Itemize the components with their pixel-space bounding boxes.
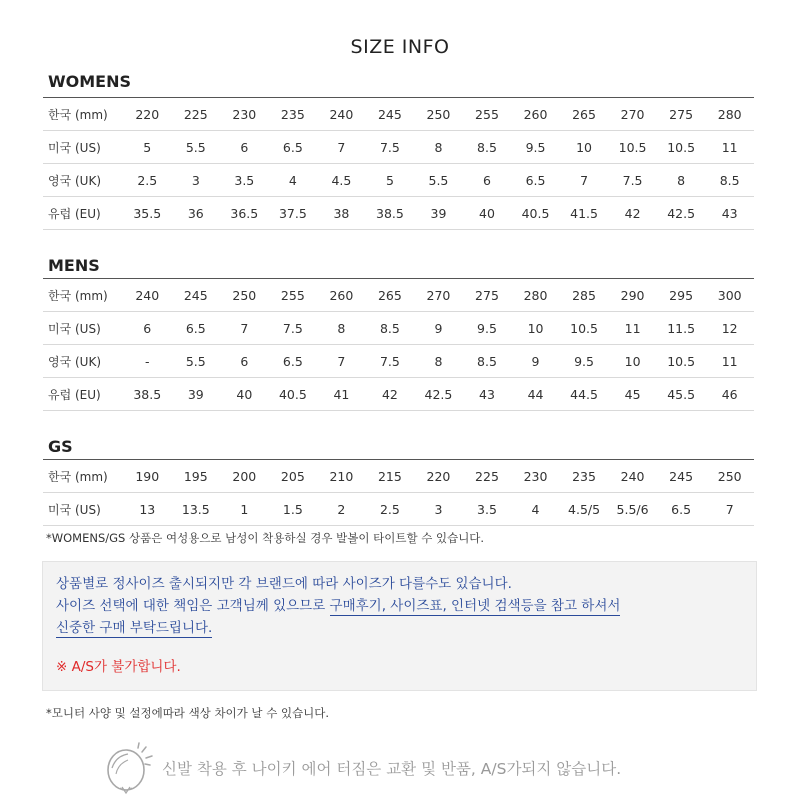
size-cell: 205 (269, 460, 318, 493)
size-cell: 40 (220, 378, 269, 411)
table-row (43, 345, 754, 378)
size-cell: 195 (172, 460, 221, 493)
row-label: 유럽 (EU) (43, 197, 123, 230)
size-cell: 270 (608, 98, 657, 131)
size-cell: 280 (511, 279, 560, 312)
size-cell: 41.5 (560, 197, 609, 230)
size-cell: 230 (220, 98, 269, 131)
size-cell: 42 (366, 378, 415, 411)
size-cell: 11 (705, 345, 754, 378)
size-cell: 42 (608, 197, 657, 230)
size-cell: 8 (414, 131, 463, 164)
table-row (43, 279, 754, 312)
size-cell: 245 (657, 460, 706, 493)
size-cell: 7 (317, 131, 366, 164)
row-label: 영국 (UK) (43, 345, 123, 378)
table-row (43, 164, 754, 197)
size-cell: 9 (414, 312, 463, 345)
size-cell: 8 (657, 164, 706, 197)
row-label: 한국 (mm) (43, 279, 123, 312)
size-cell: 250 (705, 460, 754, 493)
size-cell: 3 (414, 493, 463, 526)
womens-size-table (43, 97, 754, 230)
size-cell: 10 (560, 131, 609, 164)
row-label: 유럽 (EU) (43, 378, 123, 411)
size-cell: 5.5 (414, 164, 463, 197)
size-cell: 11 (705, 131, 754, 164)
size-cell: 10.5 (657, 345, 706, 378)
size-cell: 6 (463, 164, 512, 197)
air-notice (98, 738, 621, 798)
size-cell: 300 (705, 279, 754, 312)
size-cell: 4 (511, 493, 560, 526)
size-cell: 40 (463, 197, 512, 230)
size-cell: 11.5 (657, 312, 706, 345)
size-cell: 44 (511, 378, 560, 411)
size-cell: 220 (414, 460, 463, 493)
size-cell: 42.5 (657, 197, 706, 230)
size-cell: 8.5 (463, 345, 512, 378)
size-cell: 46 (705, 378, 754, 411)
size-cell: 39 (172, 378, 221, 411)
size-cell: 42.5 (414, 378, 463, 411)
size-cell: 10.5 (608, 131, 657, 164)
row-label: 한국 (mm) (43, 460, 123, 493)
size-cell: 240 (317, 98, 366, 131)
size-cell: 3.5 (463, 493, 512, 526)
size-cell: - (123, 345, 172, 378)
size-notice-box (42, 561, 757, 691)
size-cell: 6 (123, 312, 172, 345)
notice-line-2 (56, 595, 744, 617)
size-cell: 6 (220, 345, 269, 378)
size-cell: 5 (366, 164, 415, 197)
size-cell: 36 (172, 197, 221, 230)
size-cell: 260 (511, 98, 560, 131)
size-cell: 40.5 (269, 378, 318, 411)
size-cell: 190 (123, 460, 172, 493)
notice-line-3-text: 신중한 구매 부탁드립니다. (56, 620, 213, 636)
size-cell: 38 (317, 197, 366, 230)
size-cell: 40.5 (511, 197, 560, 230)
size-cell: 10.5 (657, 131, 706, 164)
size-cell: 3.5 (220, 164, 269, 197)
size-cell: 41 (317, 378, 366, 411)
size-cell: 6.5 (172, 312, 221, 345)
size-cell: 1.5 (269, 493, 318, 526)
as-warning: ※ A/S가 불가합니다. (56, 659, 181, 675)
size-cell: 265 (560, 98, 609, 131)
size-cell: 8 (317, 312, 366, 345)
size-cell: 9.5 (463, 312, 512, 345)
size-cell: 2 (317, 493, 366, 526)
size-cell: 6 (220, 131, 269, 164)
size-cell: 7.5 (608, 164, 657, 197)
table-row (43, 460, 754, 493)
size-cell: 240 (608, 460, 657, 493)
size-cell: 220 (123, 98, 172, 131)
table-row (43, 131, 754, 164)
notice-line-2a: 사이즈 선택에 대한 책임은 고객님께 있으므로 (56, 598, 326, 614)
size-cell: 210 (317, 460, 366, 493)
size-cell: 43 (463, 378, 512, 411)
size-cell: 225 (463, 460, 512, 493)
size-cell: 4.5/5 (560, 493, 609, 526)
size-cell: 5.5 (172, 345, 221, 378)
size-cell: 8.5 (705, 164, 754, 197)
size-cell: 260 (317, 279, 366, 312)
size-cell: 5.5 (172, 131, 221, 164)
size-cell: 1 (220, 493, 269, 526)
size-cell: 11 (608, 312, 657, 345)
mens-section-title: MENS (48, 256, 100, 275)
row-label: 미국 (US) (43, 493, 123, 526)
size-cell: 43 (705, 197, 754, 230)
size-cell: 13 (123, 493, 172, 526)
size-cell: 36.5 (220, 197, 269, 230)
size-cell: 255 (269, 279, 318, 312)
mens-size-table (43, 278, 754, 411)
notice-line-2b: 구매후기, 사이즈표, 인터넷 검색등을 참고 하셔서 (329, 598, 621, 614)
size-cell: 13.5 (172, 493, 221, 526)
size-cell: 240 (123, 279, 172, 312)
size-cell: 7 (705, 493, 754, 526)
page-title: SIZE INFO (350, 36, 450, 58)
womens-gs-note: *WOMENS/GS 상품은 여성용으로 남성이 착용하실 경우 발볼이 타이트할 수 있습니다. (46, 531, 485, 545)
air-notice-text: 신발 착용 후 나이키 에어 터짐은 교환 및 반품, A/S가되지 않습니다. (162, 760, 622, 778)
gs-section-title: GS (48, 437, 73, 456)
monitor-note: *모니터 사양 및 설정에따라 색상 차이가 날 수 있습니다. (46, 706, 330, 720)
size-cell: 270 (414, 279, 463, 312)
size-cell: 250 (414, 98, 463, 131)
size-cell: 225 (172, 98, 221, 131)
size-cell: 7.5 (366, 131, 415, 164)
air-burst-icon (98, 738, 162, 798)
size-cell: 235 (560, 460, 609, 493)
size-cell: 255 (463, 98, 512, 131)
size-cell: 6.5 (511, 164, 560, 197)
table-row (43, 493, 754, 526)
size-cell: 280 (705, 98, 754, 131)
size-cell: 235 (269, 98, 318, 131)
size-cell: 39 (414, 197, 463, 230)
size-cell: 7.5 (366, 345, 415, 378)
size-cell: 275 (463, 279, 512, 312)
size-cell: 5 (123, 131, 172, 164)
size-cell: 45 (608, 378, 657, 411)
size-cell: 35.5 (123, 197, 172, 230)
size-cell: 5.5/6 (608, 493, 657, 526)
size-cell: 2.5 (366, 493, 415, 526)
size-cell: 7 (317, 345, 366, 378)
row-label: 미국 (US) (43, 312, 123, 345)
size-cell: 4.5 (317, 164, 366, 197)
size-cell: 38.5 (366, 197, 415, 230)
size-cell: 9.5 (511, 131, 560, 164)
size-cell: 10 (608, 345, 657, 378)
size-cell: 250 (220, 279, 269, 312)
size-cell: 45.5 (657, 378, 706, 411)
size-cell: 3 (172, 164, 221, 197)
size-cell: 230 (511, 460, 560, 493)
size-cell: 290 (608, 279, 657, 312)
size-cell: 295 (657, 279, 706, 312)
size-cell: 2.5 (123, 164, 172, 197)
table-row (43, 197, 754, 230)
size-cell: 9 (511, 345, 560, 378)
size-cell: 8.5 (366, 312, 415, 345)
size-cell: 38.5 (123, 378, 172, 411)
size-cell: 8 (414, 345, 463, 378)
size-cell: 265 (366, 279, 415, 312)
size-cell: 245 (366, 98, 415, 131)
size-cell: 10 (511, 312, 560, 345)
size-cell: 9.5 (560, 345, 609, 378)
size-cell: 7 (560, 164, 609, 197)
size-cell: 37.5 (269, 197, 318, 230)
size-cell: 6.5 (269, 345, 318, 378)
table-row (43, 312, 754, 345)
notice-line-3 (56, 617, 744, 639)
size-cell: 7 (220, 312, 269, 345)
size-cell: 44.5 (560, 378, 609, 411)
size-cell: 215 (366, 460, 415, 493)
row-label: 미국 (US) (43, 131, 123, 164)
size-cell: 6.5 (657, 493, 706, 526)
size-cell: 275 (657, 98, 706, 131)
size-cell: 4 (269, 164, 318, 197)
size-cell: 245 (172, 279, 221, 312)
size-cell: 285 (560, 279, 609, 312)
womens-section-title: WOMENS (48, 72, 132, 91)
size-cell: 10.5 (560, 312, 609, 345)
notice-line-1: 상품별로 정사이즈 출시되지만 각 브랜드에 따라 사이즈가 다를수도 있습니다. (56, 576, 512, 592)
table-row (43, 98, 754, 131)
size-cell: 12 (705, 312, 754, 345)
size-cell: 6.5 (269, 131, 318, 164)
table-row (43, 378, 754, 411)
size-cell: 7.5 (269, 312, 318, 345)
size-cell: 8.5 (463, 131, 512, 164)
size-cell: 200 (220, 460, 269, 493)
row-label: 영국 (UK) (43, 164, 123, 197)
gs-size-table (43, 459, 754, 526)
row-label: 한국 (mm) (43, 98, 123, 131)
